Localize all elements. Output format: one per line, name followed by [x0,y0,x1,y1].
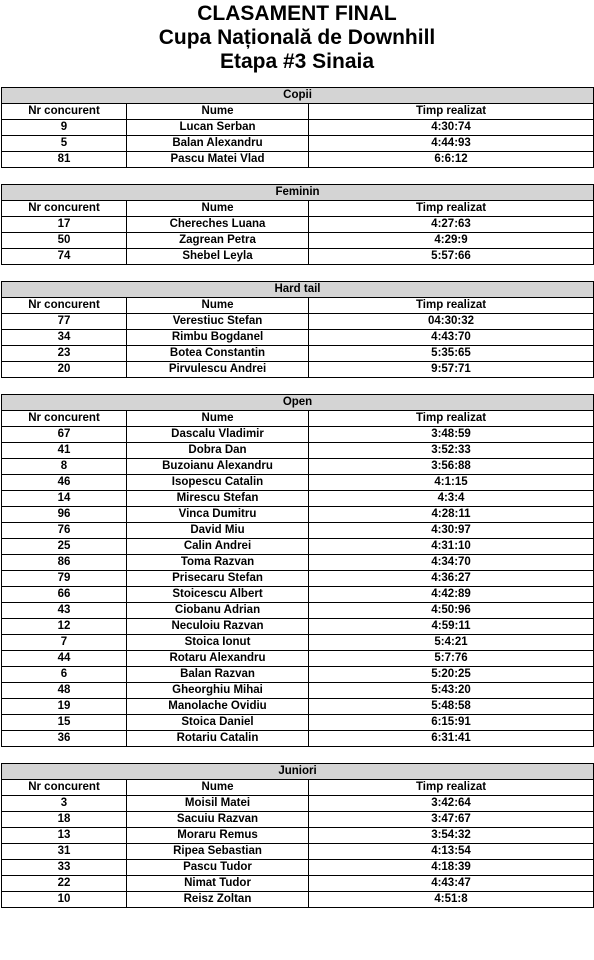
competitor-number: 5 [2,136,127,152]
competitor-number: 31 [2,844,127,860]
competitor-name: Moraru Remus [127,828,309,844]
competitor-name: Chereches Luana [127,217,309,233]
competitor-number: 12 [2,619,127,635]
table-row [2,635,594,651]
competitor-name: Pascu Matei Vlad [127,152,309,168]
competitor-name: Lucan Serban [127,120,309,136]
table-row [2,587,594,603]
table-row [2,249,594,265]
table-row [2,603,594,619]
column-header-time: Timp realizat [309,780,594,796]
competitor-name: Pirvulescu Andrei [127,362,309,378]
competitor-time: 4:42:89 [309,587,594,603]
competitor-time: 4:18:39 [309,860,594,876]
category-title-row [2,282,594,298]
table-row [2,539,594,555]
competitor-time: 4:31:10 [309,539,594,555]
competitor-time: 3:56:88 [309,459,594,475]
competitor-time: 4:27:63 [309,217,594,233]
competitor-number: 66 [2,587,127,603]
competitor-time: 4:30:74 [309,120,594,136]
competitor-number: 18 [2,812,127,828]
competitor-number: 14 [2,491,127,507]
table-row [2,217,594,233]
column-header-number: Nr concurent [2,411,127,427]
category-title: Hard tail [2,282,594,298]
category-title-row [2,764,594,780]
category-table-open [1,394,594,747]
competitor-name: Dascalu Vladimir [127,427,309,443]
column-header-name: Nume [127,298,309,314]
competitor-time: 4:36:27 [309,571,594,587]
competitor-time: 4:51:8 [309,892,594,908]
competitor-time: 3:52:33 [309,443,594,459]
competitor-name: Toma Razvan [127,555,309,571]
competitor-number: 76 [2,523,127,539]
competitor-number: 33 [2,860,127,876]
competitor-number: 23 [2,346,127,362]
stage-name: Etapa #3 Sinaia [219,50,375,73]
competitor-time: 9:57:71 [309,362,594,378]
competitor-time: 4:28:11 [309,507,594,523]
competitor-name: Dobra Dan [127,443,309,459]
table-row [2,523,594,539]
column-header-number: Nr concurent [2,104,127,120]
category-title: Juniori [2,764,594,780]
column-header-number: Nr concurent [2,298,127,314]
competitor-number: 96 [2,507,127,523]
document-header [0,0,594,87]
competitor-time: 4:1:15 [309,475,594,491]
competitor-name: Buzoianu Alexandru [127,459,309,475]
table-row [2,844,594,860]
competitor-name: Isopescu Catalin [127,475,309,491]
competitor-time: 6:31:41 [309,731,594,747]
category-table-hard-tail [1,281,594,378]
column-header-row [2,298,594,314]
competitor-name: Nimat Tudor [127,876,309,892]
competitor-number: 22 [2,876,127,892]
competitor-number: 6 [2,667,127,683]
column-header-name: Nume [127,411,309,427]
competitor-name: David Miu [127,523,309,539]
table-spacer [0,378,594,394]
category-table-juniori [1,763,594,908]
table-row [2,619,594,635]
competitor-name: Manolache Ovidiu [127,699,309,715]
competitor-name: Botea Constantin [127,346,309,362]
competitor-time: 4:43:47 [309,876,594,892]
competitor-time: 5:20:25 [309,667,594,683]
competitor-name: Calin Andrei [127,539,309,555]
competitor-time: 3:54:32 [309,828,594,844]
table-row [2,796,594,812]
competitor-time: 5:43:20 [309,683,594,699]
competitor-name: Prisecaru Stefan [127,571,309,587]
competitor-name: Ciobanu Adrian [127,603,309,619]
table-row [2,555,594,571]
competitor-time: 4:59:11 [309,619,594,635]
category-table-copii [1,87,594,168]
competitor-name: Moisil Matei [127,796,309,812]
category-table-feminin [1,184,594,265]
column-header-number: Nr concurent [2,201,127,217]
competitor-time: 3:42:64 [309,796,594,812]
column-header-name: Nume [127,201,309,217]
document-title: CLASAMENT FINAL [197,2,397,25]
column-header-row [2,411,594,427]
column-header-row [2,201,594,217]
competitor-time: 5:7:76 [309,651,594,667]
competitor-number: 7 [2,635,127,651]
competitor-number: 3 [2,796,127,812]
competitor-time: 04:30:32 [309,314,594,330]
competitor-name: Mirescu Stefan [127,491,309,507]
competitor-number: 17 [2,217,127,233]
table-row [2,427,594,443]
competitor-time: 5:48:58 [309,699,594,715]
competitor-name: Verestiuc Stefan [127,314,309,330]
competitor-number: 44 [2,651,127,667]
competitor-number: 36 [2,731,127,747]
competitor-time: 6:15:91 [309,715,594,731]
column-header-row [2,780,594,796]
category-title-row [2,88,594,104]
table-row [2,491,594,507]
competitor-number: 15 [2,715,127,731]
category-title: Feminin [2,185,594,201]
competitor-time: 4:13:54 [309,844,594,860]
table-row [2,731,594,747]
table-row [2,314,594,330]
competitor-time: 4:34:70 [309,555,594,571]
competitor-name: Ripea Sebastian [127,844,309,860]
competitor-number: 67 [2,427,127,443]
competitor-name: Sacuiu Razvan [127,812,309,828]
table-row [2,860,594,876]
competitor-time: 4:50:96 [309,603,594,619]
column-header-name: Nume [127,780,309,796]
table-row [2,876,594,892]
column-header-time: Timp realizat [309,411,594,427]
competitor-number: 46 [2,475,127,491]
competitor-time: 6:6:12 [309,152,594,168]
table-spacer [0,168,594,184]
category-title: Copii [2,88,594,104]
competitor-name: Rimbu Bogdanel [127,330,309,346]
category-title-row [2,395,594,411]
competitor-name: Rotaru Alexandru [127,651,309,667]
competitor-name: Reisz Zoltan [127,892,309,908]
table-row [2,362,594,378]
competitor-number: 9 [2,120,127,136]
table-row [2,330,594,346]
competitor-number: 19 [2,699,127,715]
table-row [2,233,594,249]
table-spacer [0,747,594,763]
competitor-number: 86 [2,555,127,571]
competitor-number: 8 [2,459,127,475]
competitor-time: 5:35:65 [309,346,594,362]
competitor-name: Zagrean Petra [127,233,309,249]
column-header-name: Nume [127,104,309,120]
competitor-time: 3:47:67 [309,812,594,828]
competitor-number: 41 [2,443,127,459]
competitor-time: 4:43:70 [309,330,594,346]
category-title: Open [2,395,594,411]
table-row [2,136,594,152]
table-spacer [0,265,594,281]
table-row [2,346,594,362]
table-row [2,667,594,683]
competitor-number: 79 [2,571,127,587]
competitor-name: Stoica Ionut [127,635,309,651]
competitor-time: 4:44:93 [309,136,594,152]
competitor-name: Stoica Daniel [127,715,309,731]
table-row [2,120,594,136]
category-title-row [2,185,594,201]
column-header-time: Timp realizat [309,104,594,120]
table-row [2,459,594,475]
column-header-number: Nr concurent [2,780,127,796]
table-row [2,892,594,908]
competitor-number: 20 [2,362,127,378]
competitor-name: Shebel Leyla [127,249,309,265]
competitor-number: 50 [2,233,127,249]
table-row [2,475,594,491]
table-row [2,812,594,828]
competitor-number: 13 [2,828,127,844]
table-row [2,651,594,667]
competitor-number: 43 [2,603,127,619]
competitor-time: 5:4:21 [309,635,594,651]
competitor-time: 4:3:4 [309,491,594,507]
competitor-name: Gheorghiu Mihai [127,683,309,699]
results-tables [0,87,594,908]
competitor-number: 48 [2,683,127,699]
table-row [2,683,594,699]
competitor-number: 34 [2,330,127,346]
competitor-name: Rotariu Catalin [127,731,309,747]
table-row [2,571,594,587]
table-row [2,507,594,523]
competitor-number: 77 [2,314,127,330]
competitor-name: Neculoiu Razvan [127,619,309,635]
table-row [2,828,594,844]
competition-name: Cupa Națională de Downhill [158,26,436,49]
competitor-name: Pascu Tudor [127,860,309,876]
table-row [2,443,594,459]
competitor-number: 74 [2,249,127,265]
competitor-name: Balan Alexandru [127,136,309,152]
table-row [2,699,594,715]
table-row [2,715,594,731]
column-header-time: Timp realizat [309,201,594,217]
competitor-number: 10 [2,892,127,908]
competitor-time: 3:48:59 [309,427,594,443]
competitor-number: 25 [2,539,127,555]
competitor-time: 4:29:9 [309,233,594,249]
competitor-name: Balan Razvan [127,667,309,683]
column-header-time: Timp realizat [309,298,594,314]
column-header-row [2,104,594,120]
competitor-time: 4:30:97 [309,523,594,539]
competitor-time: 5:57:66 [309,249,594,265]
competitor-name: Stoicescu Albert [127,587,309,603]
competitor-number: 81 [2,152,127,168]
table-row [2,152,594,168]
competitor-name: Vinca Dumitru [127,507,309,523]
